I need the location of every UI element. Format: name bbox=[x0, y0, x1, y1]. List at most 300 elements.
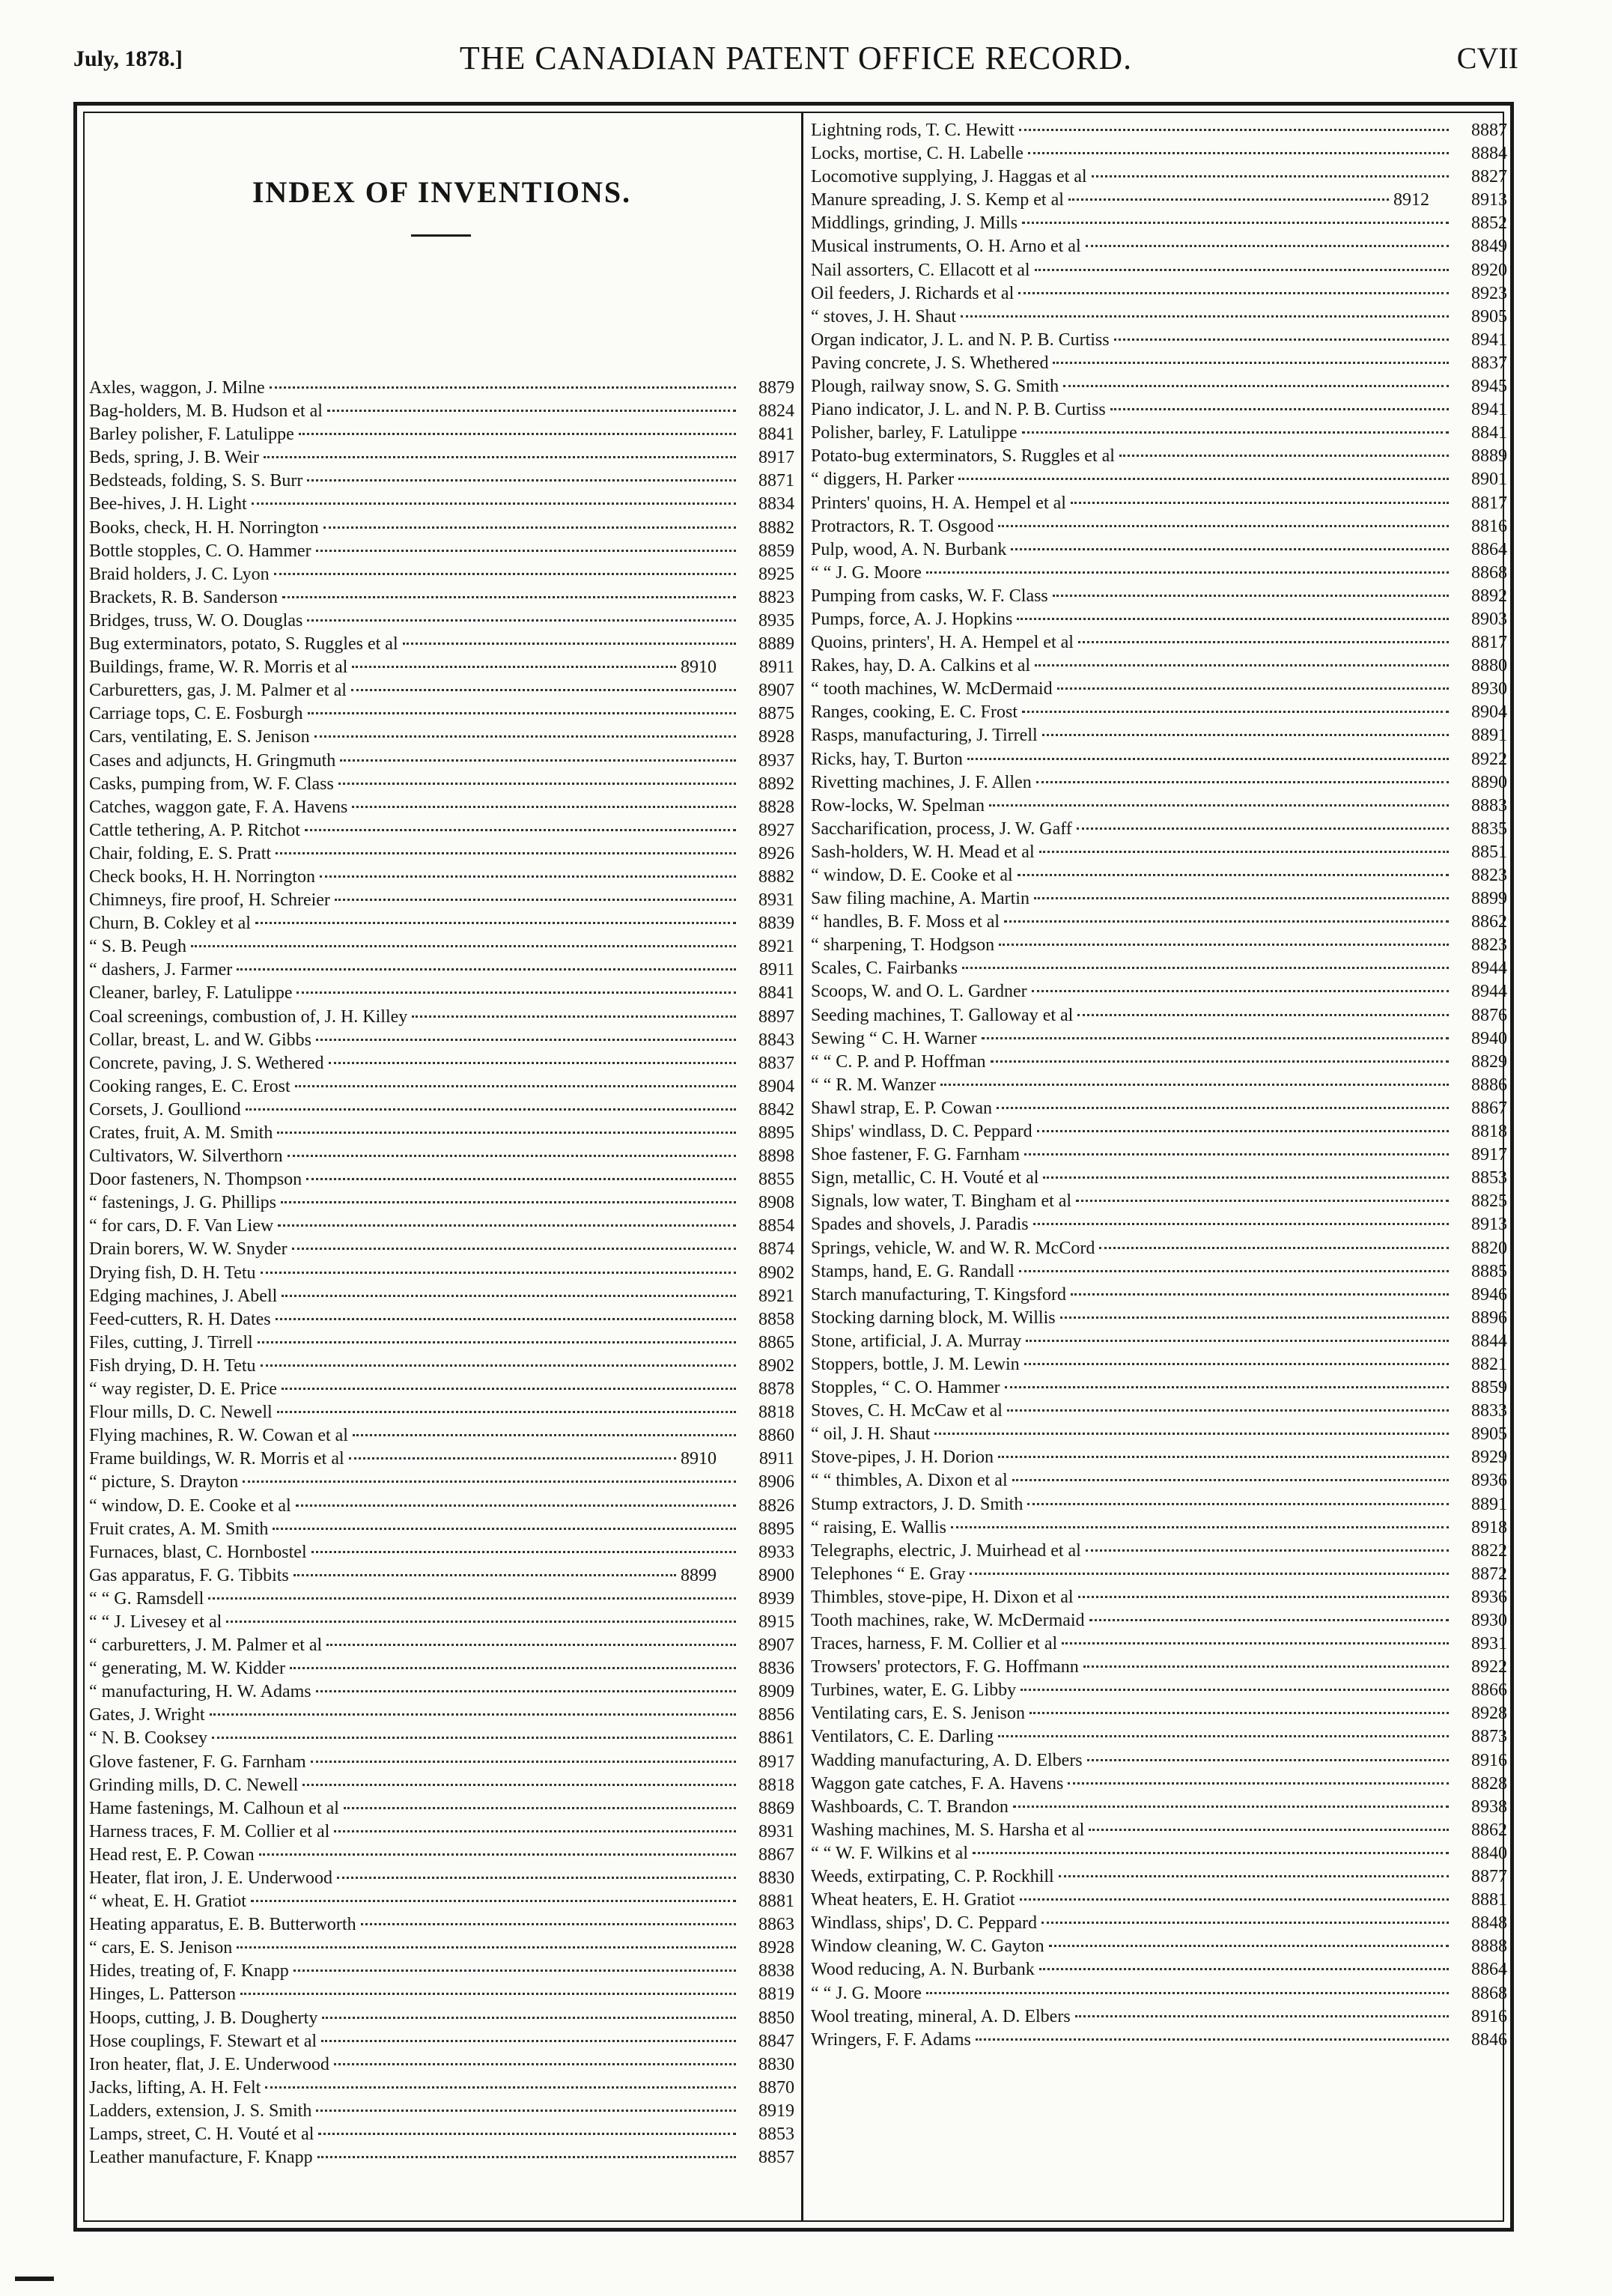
index-entry bbox=[89, 889, 794, 912]
index-entry bbox=[811, 631, 1507, 655]
entry-text: Bug exterminators, potato, S. Ruggles et al bbox=[89, 634, 398, 655]
index-entry bbox=[811, 1307, 1507, 1330]
entry-patent-number: 8895 bbox=[758, 1519, 794, 1539]
dot-leader bbox=[1119, 455, 1449, 457]
entry-patent-number: 8864 bbox=[1471, 539, 1507, 559]
entry-text: Heating apparatus, E. B. Butterworth bbox=[89, 1915, 356, 1935]
entry-text: Furnaces, blast, C. Hornbostel bbox=[89, 1542, 307, 1562]
index-entry bbox=[811, 1725, 1507, 1749]
entry-text: “ “ J. Livesey et al bbox=[89, 1612, 222, 1632]
index-entry bbox=[811, 1819, 1507, 1842]
dot-leader bbox=[353, 1434, 736, 1436]
index-entry bbox=[811, 1190, 1507, 1213]
entry-patent-number: 8890 bbox=[1471, 772, 1507, 792]
dot-leader bbox=[270, 386, 736, 389]
entry-patent-number: 8940 bbox=[1471, 1028, 1507, 1048]
index-entry bbox=[811, 841, 1507, 864]
entry-text: Nail assorters, C. Ellacott et al bbox=[811, 260, 1030, 280]
entry-patent-number: 8923 bbox=[1471, 283, 1507, 303]
dot-leader bbox=[1018, 874, 1449, 876]
entry-text: Row-locks, W. Spelman bbox=[811, 795, 985, 816]
entry-text: Paving concrete, J. S. Whethered bbox=[811, 353, 1049, 373]
entry-secondary-number: 8912 bbox=[1393, 190, 1429, 210]
entry-text: Potato-bug exterminators, S. Ruggles et al bbox=[811, 446, 1115, 467]
index-entry bbox=[89, 773, 794, 796]
index-entry bbox=[811, 1144, 1507, 1167]
entry-patent-number: 8858 bbox=[758, 1309, 794, 1329]
index-entry bbox=[89, 1145, 794, 1168]
entry-text: Check books, H. H. Norrington bbox=[89, 866, 315, 887]
dot-leader bbox=[316, 1690, 736, 1692]
entry-patent-number: 8930 bbox=[1471, 1611, 1507, 1630]
dot-leader bbox=[252, 502, 736, 505]
index-entry bbox=[811, 678, 1507, 701]
entry-text: Lightning rods, T. C. Hewitt bbox=[811, 121, 1015, 140]
index-title-block bbox=[89, 113, 794, 377]
dot-leader bbox=[1078, 1596, 1449, 1598]
index-entry bbox=[89, 1424, 794, 1448]
entry-patent-number: 8852 bbox=[1471, 213, 1507, 234]
entry-text: Concrete, paving, J. S. Wethered bbox=[89, 1053, 324, 1073]
entry-text: Feed-cutters, R. H. Dates bbox=[89, 1309, 271, 1329]
entry-text: Hame fastenings, M. Calhoun et al bbox=[89, 1798, 339, 1818]
left-index-list bbox=[89, 377, 794, 2169]
entry-text: Coal screenings, combustion of, J. H. Killey bbox=[89, 1006, 408, 1027]
index-entry bbox=[89, 1191, 794, 1215]
index-entry bbox=[89, 1960, 794, 1983]
index-entry bbox=[811, 1330, 1507, 1353]
dot-leader bbox=[316, 1039, 736, 1041]
dot-leader bbox=[1026, 1340, 1449, 1342]
index-entry bbox=[89, 1378, 794, 1401]
dot-leader bbox=[961, 315, 1449, 318]
entry-text: Casks, pumping from, W. F. Class bbox=[89, 774, 334, 794]
index-entry bbox=[811, 1982, 1507, 2005]
index-entry bbox=[811, 1749, 1507, 1773]
index-entry bbox=[89, 1355, 794, 1378]
entry-text: Chimneys, fire proof, H. Schreier bbox=[89, 890, 330, 911]
entry-text: Windlass, ships', D. C. Peppard bbox=[811, 1913, 1038, 1934]
entry-text: Beds, spring, J. B. Weir bbox=[89, 448, 259, 468]
entry-text: Washing machines, M. S. Harsha et al bbox=[811, 1820, 1085, 1840]
dot-leader bbox=[1035, 664, 1449, 666]
entry-patent-number: 8908 bbox=[758, 1193, 794, 1213]
entry-text: Shoe fastener, F. G. Farnham bbox=[811, 1145, 1021, 1165]
dot-leader bbox=[1033, 1223, 1449, 1225]
dot-leader bbox=[274, 573, 736, 575]
index-entry bbox=[89, 819, 794, 842]
index-entry bbox=[89, 540, 794, 563]
dot-leader bbox=[1022, 711, 1449, 713]
entry-text: “ carburetters, J. M. Palmer et al bbox=[89, 1636, 323, 1656]
dot-leader bbox=[258, 1341, 736, 1343]
dot-leader bbox=[1099, 1247, 1449, 1249]
entry-patent-number: 8835 bbox=[1471, 819, 1507, 839]
entry-patent-number: 8819 bbox=[758, 1984, 794, 2005]
entry-text: Traces, harness, F. M. Collier et al bbox=[811, 1634, 1058, 1654]
page-number: CVII bbox=[1456, 41, 1518, 75]
dot-leader bbox=[240, 1993, 736, 1995]
entry-patent-number: 8882 bbox=[758, 517, 794, 538]
entry-patent-number: 8837 bbox=[758, 1053, 794, 1073]
page-header bbox=[73, 39, 1518, 84]
index-entry bbox=[811, 957, 1507, 980]
entry-patent-number: 8891 bbox=[1471, 1494, 1507, 1514]
entry-text: Rasps, manufacturing, J. Tirrell bbox=[811, 726, 1038, 746]
entry-text: Wringers, F. F. Adams bbox=[811, 2029, 971, 2050]
entry-text: Fruit crates, A. M. Smith bbox=[89, 1519, 269, 1539]
entry-text: Bee-hives, J. H. Light bbox=[89, 494, 247, 514]
index-entry bbox=[811, 235, 1507, 258]
dot-leader bbox=[1078, 641, 1449, 643]
index-entry bbox=[811, 1958, 1507, 1981]
index-entry bbox=[811, 1237, 1507, 1260]
entry-patent-number: 8931 bbox=[1471, 1634, 1507, 1654]
index-entry bbox=[811, 655, 1507, 678]
entry-text: Head rest, E. P. Cowan bbox=[89, 1844, 255, 1865]
dot-leader bbox=[1017, 618, 1449, 620]
dot-leader bbox=[210, 1713, 736, 1716]
dot-leader bbox=[277, 1411, 736, 1413]
index-entry bbox=[89, 1867, 794, 1890]
entry-text: Springs, vehicle, W. and W. R. McCord bbox=[811, 1238, 1095, 1258]
entry-text: “ “ W. F. Wilkins et al bbox=[811, 1843, 968, 1863]
index-entry bbox=[89, 1890, 794, 1913]
entry-text: Stocking darning block, M. Willis bbox=[811, 1308, 1056, 1328]
entry-secondary-number: 8910 bbox=[681, 1449, 717, 1469]
dot-leader bbox=[940, 1084, 1449, 1086]
index-entry bbox=[811, 1284, 1507, 1307]
entry-text: Hose couplings, F. Stewart et al bbox=[89, 2031, 317, 2051]
index-entry bbox=[811, 2005, 1507, 2029]
dot-leader bbox=[1086, 1549, 1449, 1552]
entry-text: Carriage tops, C. E. Fosburgh bbox=[89, 704, 303, 724]
entry-text: Frame buildings, W. R. Morris et al bbox=[89, 1449, 344, 1469]
entry-patent-number: 8861 bbox=[758, 1728, 794, 1749]
entry-text: Ventilators, C. E. Darling bbox=[811, 1727, 994, 1747]
entry-patent-number: 8918 bbox=[1471, 1517, 1507, 1537]
entry-patent-number: 8866 bbox=[1471, 1680, 1507, 1701]
entry-patent-number: 8828 bbox=[758, 797, 794, 817]
dot-leader bbox=[1086, 245, 1449, 247]
entry-text: Cattle tethering, A. P. Ritchot bbox=[89, 820, 300, 840]
entry-patent-number: 8915 bbox=[758, 1612, 794, 1632]
dot-leader bbox=[1024, 1153, 1449, 1155]
entry-text: “ manufacturing, H. W. Adams bbox=[89, 1682, 311, 1702]
entry-patent-number: 8821 bbox=[1471, 1354, 1507, 1374]
issue-date: July, 1878.] bbox=[73, 46, 183, 71]
dot-leader bbox=[1035, 269, 1449, 271]
entry-text: Lamps, street, C. H. Vouté et al bbox=[89, 2125, 314, 2145]
entry-patent-number: 8931 bbox=[758, 1821, 794, 1841]
entry-patent-number: 8917 bbox=[758, 448, 794, 468]
dot-leader bbox=[1053, 362, 1449, 364]
dot-leader bbox=[337, 1877, 736, 1879]
index-entry bbox=[811, 1004, 1507, 1027]
index-entry bbox=[811, 538, 1507, 562]
index-entry bbox=[89, 1541, 794, 1564]
dot-leader bbox=[1024, 1363, 1449, 1365]
entry-patent-number: 8902 bbox=[758, 1355, 794, 1376]
entry-patent-number: 8844 bbox=[1471, 1331, 1507, 1351]
index-entry bbox=[811, 329, 1507, 352]
index-entry bbox=[89, 912, 794, 935]
entry-text: “ wheat, E. H. Gratiot bbox=[89, 1892, 246, 1912]
index-entry bbox=[811, 911, 1507, 934]
index-entry bbox=[89, 1657, 794, 1680]
entry-text: Printers' quoins, H. A. Hempel et al bbox=[811, 493, 1066, 513]
entry-patent-number: 8879 bbox=[758, 378, 794, 398]
entry-patent-number: 8928 bbox=[758, 727, 794, 747]
dot-leader bbox=[307, 479, 736, 482]
entry-text: Wood reducing, A. N. Burbank bbox=[811, 1960, 1035, 1980]
entry-text: “ “ C. P. and P. Hoffman bbox=[811, 1051, 986, 1072]
index-entry bbox=[811, 1633, 1507, 1656]
index-entry bbox=[89, 1075, 794, 1099]
index-entry bbox=[89, 400, 794, 423]
entry-patent-number: 8935 bbox=[758, 610, 794, 631]
dot-leader bbox=[276, 1318, 736, 1320]
dot-leader bbox=[281, 1201, 736, 1203]
dot-leader bbox=[329, 1062, 736, 1064]
entry-patent-number: 8872 bbox=[1471, 1564, 1507, 1584]
entry-text: Oil feeders, J. Richards et al bbox=[811, 283, 1015, 303]
dot-leader bbox=[226, 1621, 736, 1623]
entry-text: Stoves, C. H. McCaw et al bbox=[811, 1401, 1003, 1421]
index-entry bbox=[811, 1469, 1507, 1492]
entry-text: Hoops, cutting, J. B. Dougherty bbox=[89, 2008, 318, 2028]
entry-patent-number: 8944 bbox=[1471, 959, 1507, 979]
dot-leader bbox=[1063, 385, 1449, 387]
index-entry bbox=[89, 470, 794, 493]
dot-leader bbox=[334, 1830, 736, 1832]
dot-leader bbox=[1021, 1689, 1449, 1691]
entry-patent-number: 8937 bbox=[758, 750, 794, 771]
entry-text: Saccharification, process, J. W. Gaff bbox=[811, 819, 1072, 839]
index-entry bbox=[89, 1820, 794, 1844]
dot-leader bbox=[251, 1900, 736, 1902]
entry-patent-number: 8917 bbox=[1471, 1145, 1507, 1165]
index-entry bbox=[811, 468, 1507, 491]
entry-text: “ oil, J. H. Shaut bbox=[811, 1424, 931, 1445]
dot-leader bbox=[191, 945, 736, 947]
entry-patent-number: 8946 bbox=[1471, 1284, 1507, 1305]
dot-leader bbox=[926, 571, 1449, 574]
entry-patent-number: 8817 bbox=[1471, 493, 1507, 513]
index-entry bbox=[89, 1727, 794, 1750]
dot-leader bbox=[305, 829, 736, 831]
dot-leader bbox=[1007, 1409, 1449, 1412]
entry-patent-number: 8916 bbox=[1471, 1750, 1507, 1770]
entry-patent-number: 8888 bbox=[1471, 1937, 1507, 1957]
entry-patent-number: 8841 bbox=[1471, 423, 1507, 443]
index-entry bbox=[811, 1889, 1507, 1912]
entry-patent-number: 8816 bbox=[1471, 516, 1507, 536]
entry-text: Wadding manufacturing, A. D. Elbers bbox=[811, 1750, 1083, 1770]
entry-text: Locks, mortise, C. H. Labelle bbox=[811, 144, 1024, 164]
index-entry bbox=[89, 1471, 794, 1494]
dot-leader bbox=[1020, 1898, 1449, 1901]
entry-patent-number: 8907 bbox=[758, 1636, 794, 1656]
entry-patent-number: 8936 bbox=[1471, 1471, 1507, 1491]
entry-patent-number: 8913 bbox=[1471, 190, 1507, 210]
entry-patent-number: 8883 bbox=[1471, 795, 1507, 816]
index-entry bbox=[89, 1518, 794, 1541]
entry-patent-number: 8905 bbox=[1471, 306, 1507, 327]
dot-leader bbox=[1036, 781, 1449, 783]
entry-patent-number: 8868 bbox=[1471, 562, 1507, 583]
dot-leader bbox=[1049, 1945, 1449, 1947]
index-entry bbox=[811, 282, 1507, 306]
index-entry bbox=[811, 422, 1507, 445]
index-entry bbox=[89, 1308, 794, 1331]
dot-leader bbox=[265, 2086, 736, 2089]
entry-text: Files, cutting, J. Tirrell bbox=[89, 1332, 253, 1352]
entry-patent-number: 8870 bbox=[758, 2077, 794, 2098]
index-entry bbox=[811, 515, 1507, 538]
title-rule bbox=[411, 234, 471, 237]
entry-text: Weeds, extirpating, C. P. Rockhill bbox=[811, 1867, 1054, 1887]
entry-patent-number: 8843 bbox=[758, 1030, 794, 1050]
entry-text: “ “ R. M. Wanzer bbox=[811, 1075, 936, 1095]
dot-leader bbox=[951, 1526, 1449, 1528]
dot-leader bbox=[237, 968, 736, 971]
index-entry bbox=[89, 1564, 794, 1588]
entry-patent-number: 8854 bbox=[758, 1216, 794, 1236]
entry-patent-number: 8886 bbox=[1471, 1075, 1507, 1095]
entry-patent-number: 8830 bbox=[758, 1868, 794, 1888]
dot-leader bbox=[1114, 338, 1449, 341]
entry-text: Gates, J. Wright bbox=[89, 1705, 205, 1725]
entry-patent-number: 8823 bbox=[1471, 866, 1507, 885]
dot-leader bbox=[208, 1597, 736, 1600]
dot-leader bbox=[934, 1433, 1449, 1435]
dot-leader bbox=[1089, 1619, 1449, 1621]
entry-text: Collar, breast, L. and W. Gibbs bbox=[89, 1030, 311, 1050]
index-entry bbox=[811, 398, 1507, 422]
entry-patent-number: 8846 bbox=[1471, 2029, 1507, 2050]
index-entry bbox=[811, 1376, 1507, 1400]
dot-leader bbox=[999, 944, 1449, 946]
index-entry bbox=[811, 1400, 1507, 1423]
entry-text: “ “ J. G. Moore bbox=[811, 562, 922, 583]
index-entry bbox=[89, 726, 794, 749]
dot-leader bbox=[1075, 2015, 1449, 2017]
entry-text: Ships' windlass, D. C. Peppard bbox=[811, 1122, 1032, 1142]
dot-leader bbox=[282, 1388, 736, 1390]
index-entry bbox=[811, 1609, 1507, 1633]
entry-text: Grinding mills, D. C. Newell bbox=[89, 1775, 299, 1795]
entry-text: Pumps, force, A. J. Hopkins bbox=[811, 609, 1013, 629]
dot-leader bbox=[276, 852, 736, 854]
index-entry bbox=[811, 771, 1507, 795]
dot-leader bbox=[316, 550, 736, 552]
index-entry bbox=[89, 796, 794, 819]
dot-leader bbox=[1005, 1386, 1449, 1388]
index-entry bbox=[811, 212, 1507, 235]
entry-patent-number: 8936 bbox=[1471, 1587, 1507, 1607]
entry-text: Sash-holders, W. H. Mead et al bbox=[811, 842, 1035, 862]
dot-leader bbox=[278, 1224, 736, 1227]
entry-patent-number: 8909 bbox=[758, 1682, 794, 1702]
entry-patent-number: 8941 bbox=[1471, 400, 1507, 420]
entry-patent-number: 8897 bbox=[758, 1006, 794, 1027]
entry-patent-number: 8837 bbox=[1471, 353, 1507, 373]
entry-patent-number: 8903 bbox=[1471, 609, 1507, 629]
dot-leader bbox=[288, 1155, 736, 1157]
index-entry bbox=[89, 2053, 794, 2077]
index-entry bbox=[811, 1540, 1507, 1563]
index-entry bbox=[89, 1937, 794, 1960]
index-entry bbox=[89, 1215, 794, 1238]
index-entry bbox=[89, 493, 794, 516]
index-entry bbox=[811, 980, 1507, 1003]
dot-leader bbox=[1068, 1782, 1449, 1785]
entry-text: Telephones “ E. Gray bbox=[811, 1564, 966, 1584]
dot-leader bbox=[1039, 1968, 1449, 1970]
dot-leader bbox=[1032, 990, 1449, 992]
dot-leader bbox=[344, 1807, 736, 1809]
index-entry bbox=[811, 1796, 1507, 1819]
entry-text: Stopples, “ C. O. Hammer bbox=[811, 1378, 1000, 1398]
entry-patent-number: 8882 bbox=[758, 866, 794, 887]
index-entry bbox=[811, 1446, 1507, 1469]
dot-leader bbox=[340, 759, 736, 762]
index-entry bbox=[811, 795, 1507, 818]
index-entry bbox=[89, 2123, 794, 2146]
entry-text: Cases and adjuncts, H. Gringmuth bbox=[89, 750, 336, 771]
index-entry bbox=[811, 1120, 1507, 1144]
index-entry bbox=[89, 1495, 794, 1518]
index-entry bbox=[89, 1401, 794, 1424]
entry-text: Harness traces, F. M. Collier et al bbox=[89, 1821, 330, 1841]
entry-text: Rivetting machines, J. F. Allen bbox=[811, 772, 1032, 792]
index-entry bbox=[811, 562, 1507, 585]
entry-patent-number: 8862 bbox=[1471, 1820, 1507, 1840]
index-entry bbox=[811, 1167, 1507, 1190]
entry-patent-number: 8823 bbox=[1471, 935, 1507, 956]
entry-patent-number: 8842 bbox=[758, 1099, 794, 1120]
entry-patent-number: 8944 bbox=[1471, 982, 1507, 1002]
dot-leader bbox=[295, 1085, 736, 1087]
dot-leader bbox=[1029, 1712, 1449, 1714]
entry-patent-number: 8904 bbox=[1471, 702, 1507, 723]
entry-text: Trowsers' protectors, F. G. Hoffmann bbox=[811, 1657, 1079, 1677]
entry-patent-number: 8899 bbox=[1471, 889, 1507, 909]
entry-text: “ N. B. Cooksey bbox=[89, 1728, 207, 1749]
entry-text: Hides, treating of, F. Knapp bbox=[89, 1961, 289, 1981]
entry-text: Piano indicator, J. L. and N. P. B. Curtiss bbox=[811, 400, 1106, 420]
entry-patent-number: 8827 bbox=[1471, 167, 1507, 187]
entry-patent-number: 8884 bbox=[1471, 144, 1507, 164]
entry-text: “ raising, E. Wallis bbox=[811, 1517, 946, 1537]
entry-text: Books, check, H. H. Norrington bbox=[89, 517, 319, 538]
entry-patent-number: 8902 bbox=[758, 1263, 794, 1283]
index-entry bbox=[89, 2030, 794, 2053]
dot-leader bbox=[296, 1504, 736, 1507]
entry-text: “ “ J. G. Moore bbox=[811, 1983, 922, 2003]
index-entry bbox=[89, 1331, 794, 1355]
entry-text: Flour mills, D. C. Newell bbox=[89, 1403, 273, 1423]
index-entry bbox=[89, 2100, 794, 2123]
dot-leader bbox=[299, 433, 736, 435]
entry-text: Pulp, wood, A. N. Burbank bbox=[811, 539, 1007, 559]
dot-leader bbox=[1037, 1130, 1449, 1132]
entry-patent-number: 8889 bbox=[1471, 446, 1507, 467]
entry-text: “ window, D. E. Cooke et al bbox=[89, 1495, 291, 1516]
entry-text: Bottle stopples, C. O. Hammer bbox=[89, 541, 311, 561]
dot-leader bbox=[1027, 1503, 1449, 1505]
